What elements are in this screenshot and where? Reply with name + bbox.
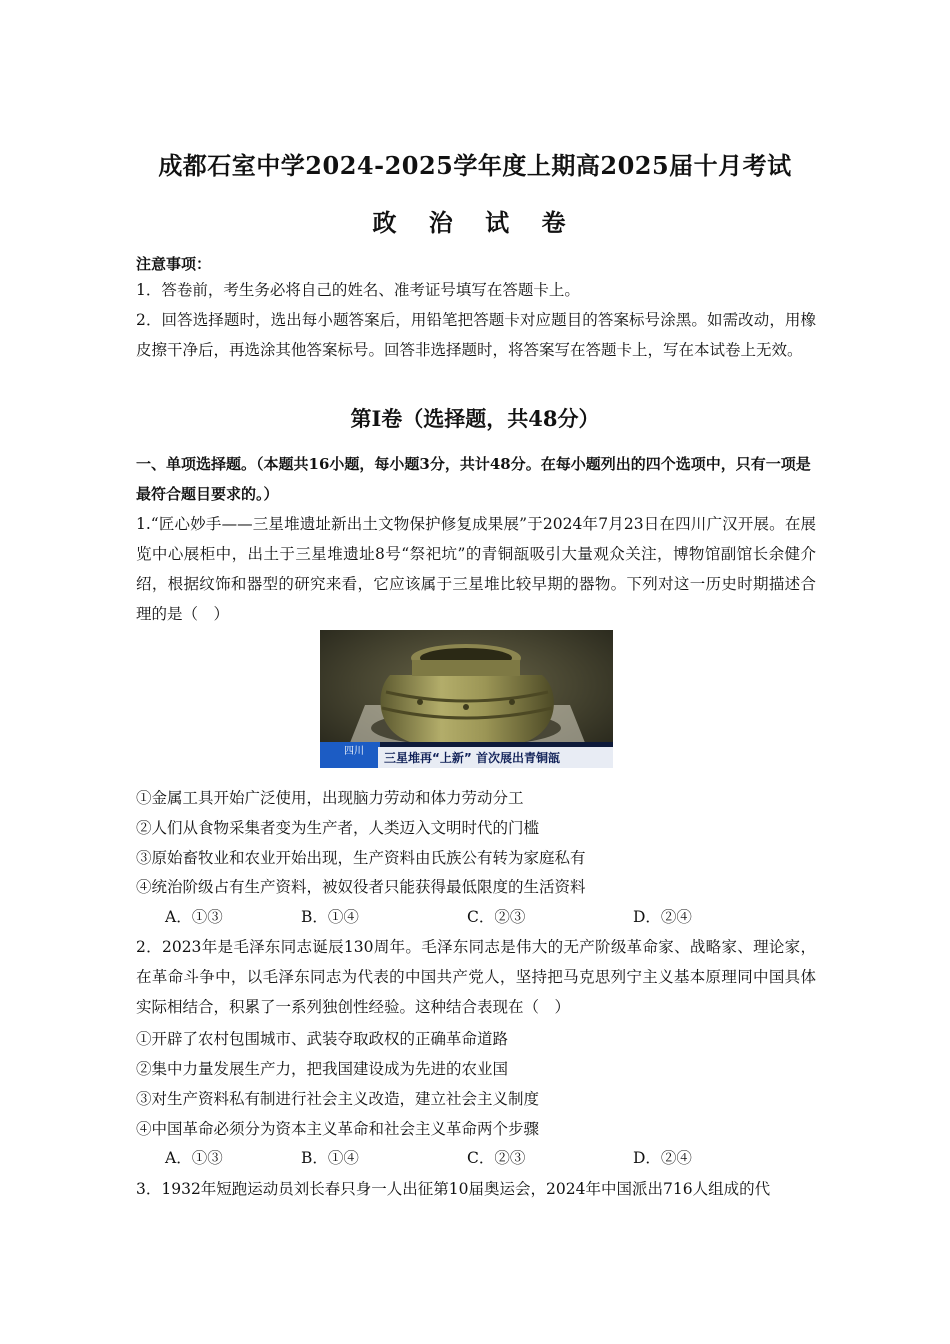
question-1-stem: 1.“匠心妙手——三星堆遗址新出土文物保护修复成果展”于2024年7月23日在四川广汉开展。在展览中心展柜中，出土于三星堆遗址8号“祭祀坑”的青铜瓿吸引大量观众关注，博物馆副馆长余健介绍，根据纹饰和器型的研究来看，它应该属于三星堆比较早期的器物。下列对这一历史时期描述合理的是（ ） [136,515,816,623]
q2-option-b[interactable]: B．①④ [301,1149,359,1167]
image-location-tag: 四川 [344,746,364,757]
exam-subject: 政 治 试 卷 [372,208,578,237]
question-2-stem: 2．2023年是毛泽东同志诞辰130周年。毛泽东同志是伟大的无产阶级革命家、战略家、理论家，在革命斗争中，以毛泽东同志为代表的中国共产党人，坚持把马克思列宁主义基本原理同中国具体实际相结合，积累了一系列独创性经验。这种结合表现在（ ） [136,938,816,1016]
notice-item-1: 1．答卷前，考生务必将自己的姓名、准考证号填写在答题卡上。 [136,281,580,299]
q1-statement-3: ③原始畜牧业和农业开始出现，生产资料由氏族公有转为家庭私有 [136,849,586,867]
section-instruction: 一、单项选择题。（本题共16小题，每小题3分，共计48分。在每小题列出的四个选项中，只有一项是最符合题目要求的。） [136,455,811,503]
q1-option-c[interactable]: C．②③ [467,908,526,926]
question-3-stem: 3．1932年短跑运动员刘长春只身一人出征第10届奥运会，2024年中国派出716人组成的代 [136,1180,771,1198]
exam-title: 成都石室中学2024-2025学年度上期高2025届十月考试 [158,151,792,180]
image-caption: 三星堆再“上新” 首次展出青铜瓿 [384,751,560,765]
bronze-vessel-photo [320,630,613,768]
q1-option-b[interactable]: B．①④ [301,908,359,926]
q2-statement-1: ①开辟了农村包围城市、武装夺取政权的正确革命道路 [136,1030,509,1048]
q2-options [165,1143,815,1173]
q2-option-a[interactable]: A．①③ [165,1149,223,1167]
notice-item-2: 2．回答选择题时，选出每小题答案后，用铅笔把答题卡对应题目的答案标号涂黑。如需改动，用橡皮擦干净后，再选涂其他答案标号。回答非选择题时，将答案写在答题卡上，写在本试卷上无效。 [136,311,816,359]
q1-statement-2: ②人们从食物采集者变为生产者，人类迈入文明时代的门槛 [136,819,540,837]
q2-statement-3: ③对生产资料私有制进行社会主义改造，建立社会主义制度 [136,1090,540,1108]
q2-statement-4: ④中国革命必须分为资本主义革命和社会主义革命两个步骤 [136,1120,540,1138]
q1-options [165,902,815,932]
q1-statement-1: ①金属工具开始广泛使用，出现脑力劳动和体力劳动分工 [136,789,524,807]
notice-heading: 注意事项： [136,255,212,273]
section-title: 第Ⅰ卷（选择题，共48分） [350,406,600,431]
q2-option-c[interactable]: C．②③ [467,1149,526,1167]
q1-statement-4: ④统治阶级占有生产资料，被奴役者只能获得最低限度的生活资料 [136,878,586,896]
q1-option-d[interactable]: D．②④ [633,908,692,926]
q2-option-d[interactable]: D．②④ [633,1149,692,1167]
q2-statement-2: ②集中力量发展生产力，把我国建设成为先进的农业国 [136,1060,509,1078]
q1-option-a[interactable]: A．①③ [165,908,223,926]
